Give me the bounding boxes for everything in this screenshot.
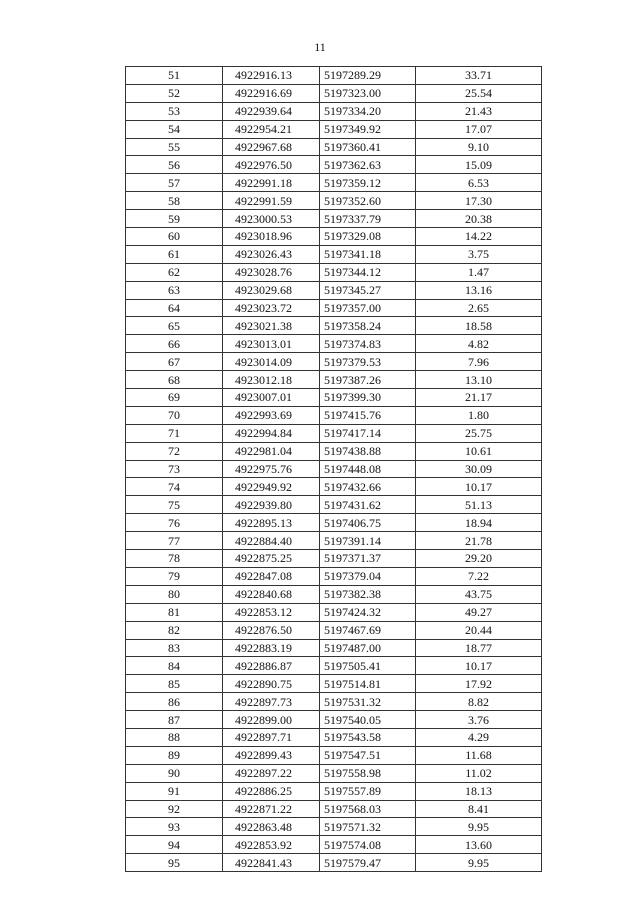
- table-row: [126, 621, 542, 639]
- distance-cell: 3.75: [416, 245, 542, 263]
- point-number-cell: 78: [126, 550, 223, 568]
- y-coordinate-cell: 5197531.32: [320, 693, 416, 711]
- x-coordinate-cell: 4922886.25: [223, 782, 320, 800]
- table-row: [126, 317, 542, 335]
- x-coordinate-cell: 4922890.75: [223, 675, 320, 693]
- table-row: [126, 585, 542, 603]
- table-row: [126, 120, 542, 138]
- y-coordinate-cell: 5197557.89: [320, 782, 416, 800]
- table-row: [126, 67, 542, 85]
- x-coordinate-cell: 4922939.64: [223, 102, 320, 120]
- point-number-cell: 72: [126, 442, 223, 460]
- distance-cell: 18.94: [416, 514, 542, 532]
- x-coordinate-cell: 4922853.12: [223, 603, 320, 621]
- table-row: [126, 192, 542, 210]
- distance-cell: 30.09: [416, 460, 542, 478]
- y-coordinate-cell: 5197371.37: [320, 550, 416, 568]
- x-coordinate-cell: 4922981.04: [223, 442, 320, 460]
- x-coordinate-cell: 4922884.40: [223, 532, 320, 550]
- x-coordinate-cell: 4922916.69: [223, 84, 320, 102]
- x-coordinate-cell: 4922863.48: [223, 818, 320, 836]
- x-coordinate-cell: 4922886.87: [223, 657, 320, 675]
- table-row: [126, 532, 542, 550]
- y-coordinate-cell: 5197558.98: [320, 764, 416, 782]
- x-coordinate-cell: 4923029.68: [223, 281, 320, 299]
- point-number-cell: 58: [126, 192, 223, 210]
- x-coordinate-cell: 4922897.73: [223, 693, 320, 711]
- point-number-cell: 55: [126, 138, 223, 156]
- point-number-cell: 86: [126, 693, 223, 711]
- y-coordinate-cell: 5197568.03: [320, 800, 416, 818]
- table-row: [126, 567, 542, 585]
- distance-cell: 21.78: [416, 532, 542, 550]
- y-coordinate-cell: 5197432.66: [320, 478, 416, 496]
- x-coordinate-cell: 4923012.18: [223, 371, 320, 389]
- y-coordinate-cell: 5197399.30: [320, 389, 416, 407]
- point-number-cell: 83: [126, 639, 223, 657]
- table-row: [126, 335, 542, 353]
- x-coordinate-cell: 4922895.13: [223, 514, 320, 532]
- y-coordinate-cell: 5197505.41: [320, 657, 416, 675]
- distance-cell: 9.95: [416, 818, 542, 836]
- x-coordinate-cell: 4923026.43: [223, 245, 320, 263]
- table-row: [126, 639, 542, 657]
- point-number-cell: 79: [126, 567, 223, 585]
- x-coordinate-cell: 4922976.50: [223, 156, 320, 174]
- table-row: [126, 389, 542, 407]
- y-coordinate-cell: 5197467.69: [320, 621, 416, 639]
- table-row: [126, 836, 542, 854]
- distance-cell: 43.75: [416, 585, 542, 603]
- point-number-cell: 59: [126, 210, 223, 228]
- point-number-cell: 77: [126, 532, 223, 550]
- distance-cell: 21.17: [416, 389, 542, 407]
- y-coordinate-cell: 5197345.27: [320, 281, 416, 299]
- distance-cell: 11.02: [416, 764, 542, 782]
- point-number-cell: 95: [126, 854, 223, 872]
- x-coordinate-cell: 4922847.08: [223, 567, 320, 585]
- y-coordinate-cell: 5197514.81: [320, 675, 416, 693]
- point-number-cell: 65: [126, 317, 223, 335]
- distance-cell: 9.10: [416, 138, 542, 156]
- x-coordinate-cell: 4922853.92: [223, 836, 320, 854]
- x-coordinate-cell: 4922991.59: [223, 192, 320, 210]
- y-coordinate-cell: 5197344.12: [320, 263, 416, 281]
- point-number-cell: 56: [126, 156, 223, 174]
- distance-cell: 25.54: [416, 84, 542, 102]
- y-coordinate-cell: 5197329.08: [320, 228, 416, 246]
- y-coordinate-cell: 5197382.38: [320, 585, 416, 603]
- y-coordinate-cell: 5197362.63: [320, 156, 416, 174]
- y-coordinate-cell: 5197415.76: [320, 406, 416, 424]
- distance-cell: 4.29: [416, 728, 542, 746]
- table-row: [126, 693, 542, 711]
- distance-cell: 18.77: [416, 639, 542, 657]
- x-coordinate-cell: 4923018.96: [223, 228, 320, 246]
- point-number-cell: 91: [126, 782, 223, 800]
- table-row: [126, 854, 542, 872]
- point-number-cell: 52: [126, 84, 223, 102]
- point-number-cell: 63: [126, 281, 223, 299]
- point-number-cell: 66: [126, 335, 223, 353]
- point-number-cell: 90: [126, 764, 223, 782]
- y-coordinate-cell: 5197431.62: [320, 496, 416, 514]
- distance-cell: 13.10: [416, 371, 542, 389]
- x-coordinate-cell: 4922967.68: [223, 138, 320, 156]
- x-coordinate-cell: 4922876.50: [223, 621, 320, 639]
- point-number-cell: 67: [126, 353, 223, 371]
- point-number-cell: 80: [126, 585, 223, 603]
- table-row: [126, 245, 542, 263]
- table-row: [126, 514, 542, 532]
- distance-cell: 3.76: [416, 711, 542, 729]
- y-coordinate-cell: 5197487.00: [320, 639, 416, 657]
- x-coordinate-cell: 4923014.09: [223, 353, 320, 371]
- table-row: [126, 371, 542, 389]
- x-coordinate-cell: 4922897.71: [223, 728, 320, 746]
- point-number-cell: 62: [126, 263, 223, 281]
- table-row: [126, 263, 542, 281]
- point-number-cell: 70: [126, 406, 223, 424]
- coordinates-table: [125, 66, 542, 872]
- distance-cell: 7.96: [416, 353, 542, 371]
- table-row: [126, 102, 542, 120]
- y-coordinate-cell: 5197289.29: [320, 67, 416, 85]
- distance-cell: 20.38: [416, 210, 542, 228]
- distance-cell: 8.82: [416, 693, 542, 711]
- x-coordinate-cell: 4922994.84: [223, 424, 320, 442]
- y-coordinate-cell: 5197359.12: [320, 174, 416, 192]
- point-number-cell: 85: [126, 675, 223, 693]
- distance-cell: 13.16: [416, 281, 542, 299]
- x-coordinate-cell: 4922897.22: [223, 764, 320, 782]
- y-coordinate-cell: 5197547.51: [320, 746, 416, 764]
- point-number-cell: 69: [126, 389, 223, 407]
- x-coordinate-cell: 4922841.43: [223, 854, 320, 872]
- point-number-cell: 57: [126, 174, 223, 192]
- point-number-cell: 82: [126, 621, 223, 639]
- y-coordinate-cell: 5197571.32: [320, 818, 416, 836]
- y-coordinate-cell: 5197391.14: [320, 532, 416, 550]
- y-coordinate-cell: 5197424.32: [320, 603, 416, 621]
- point-number-cell: 81: [126, 603, 223, 621]
- x-coordinate-cell: 4922993.69: [223, 406, 320, 424]
- point-number-cell: 54: [126, 120, 223, 138]
- distance-cell: 10.61: [416, 442, 542, 460]
- point-number-cell: 64: [126, 299, 223, 317]
- table-row: [126, 353, 542, 371]
- y-coordinate-cell: 5197360.41: [320, 138, 416, 156]
- x-coordinate-cell: 4922899.43: [223, 746, 320, 764]
- y-coordinate-cell: 5197387.26: [320, 371, 416, 389]
- point-number-cell: 71: [126, 424, 223, 442]
- y-coordinate-cell: 5197406.75: [320, 514, 416, 532]
- x-coordinate-cell: 4923028.76: [223, 263, 320, 281]
- distance-cell: 6.53: [416, 174, 542, 192]
- y-coordinate-cell: 5197579.47: [320, 854, 416, 872]
- table-row: [126, 299, 542, 317]
- distance-cell: 1.47: [416, 263, 542, 281]
- y-coordinate-cell: 5197417.14: [320, 424, 416, 442]
- table-row: [126, 442, 542, 460]
- point-number-cell: 84: [126, 657, 223, 675]
- y-coordinate-cell: 5197438.88: [320, 442, 416, 460]
- point-number-cell: 53: [126, 102, 223, 120]
- table-row: [126, 800, 542, 818]
- distance-cell: 25.75: [416, 424, 542, 442]
- table-row: [126, 84, 542, 102]
- distance-cell: 14.22: [416, 228, 542, 246]
- table-row: [126, 818, 542, 836]
- distance-cell: 7.22: [416, 567, 542, 585]
- x-coordinate-cell: 4922975.76: [223, 460, 320, 478]
- table-row: [126, 657, 542, 675]
- table-row: [126, 675, 542, 693]
- y-coordinate-cell: 5197379.04: [320, 567, 416, 585]
- point-number-cell: 76: [126, 514, 223, 532]
- y-coordinate-cell: 5197379.53: [320, 353, 416, 371]
- point-number-cell: 68: [126, 371, 223, 389]
- x-coordinate-cell: 4922840.68: [223, 585, 320, 603]
- x-coordinate-cell: 4922949.92: [223, 478, 320, 496]
- y-coordinate-cell: 5197352.60: [320, 192, 416, 210]
- distance-cell: 1.80: [416, 406, 542, 424]
- table-row: [126, 174, 542, 192]
- x-coordinate-cell: 4922916.13: [223, 67, 320, 85]
- table-row: [126, 728, 542, 746]
- y-coordinate-cell: 5197349.92: [320, 120, 416, 138]
- distance-cell: 13.60: [416, 836, 542, 854]
- distance-cell: 15.09: [416, 156, 542, 174]
- distance-cell: 20.44: [416, 621, 542, 639]
- table-row: [126, 281, 542, 299]
- x-coordinate-cell: 4923007.01: [223, 389, 320, 407]
- point-number-cell: 60: [126, 228, 223, 246]
- y-coordinate-cell: 5197574.08: [320, 836, 416, 854]
- table-row: [126, 746, 542, 764]
- distance-cell: 21.43: [416, 102, 542, 120]
- distance-cell: 10.17: [416, 478, 542, 496]
- table-row: [126, 764, 542, 782]
- x-coordinate-cell: 4923013.01: [223, 335, 320, 353]
- point-number-cell: 74: [126, 478, 223, 496]
- y-coordinate-cell: 5197334.20: [320, 102, 416, 120]
- table-row: [126, 550, 542, 568]
- point-number-cell: 51: [126, 67, 223, 85]
- x-coordinate-cell: 4922883.19: [223, 639, 320, 657]
- x-coordinate-cell: 4923023.72: [223, 299, 320, 317]
- point-number-cell: 94: [126, 836, 223, 854]
- point-number-cell: 92: [126, 800, 223, 818]
- distance-cell: 17.92: [416, 675, 542, 693]
- table-row: [126, 210, 542, 228]
- point-number-cell: 89: [126, 746, 223, 764]
- table-row: [126, 496, 542, 514]
- table-row: [126, 478, 542, 496]
- distance-cell: 51.13: [416, 496, 542, 514]
- x-coordinate-cell: 4922991.18: [223, 174, 320, 192]
- distance-cell: 17.07: [416, 120, 542, 138]
- point-number-cell: 93: [126, 818, 223, 836]
- distance-cell: 17.30: [416, 192, 542, 210]
- y-coordinate-cell: 5197357.00: [320, 299, 416, 317]
- distance-cell: 4.82: [416, 335, 542, 353]
- distance-cell: 18.58: [416, 317, 542, 335]
- y-coordinate-cell: 5197374.83: [320, 335, 416, 353]
- table-row: [126, 782, 542, 800]
- x-coordinate-cell: 4922875.25: [223, 550, 320, 568]
- table-row: [126, 603, 542, 621]
- x-coordinate-cell: 4923000.53: [223, 210, 320, 228]
- table-row: [126, 424, 542, 442]
- distance-cell: 8.41: [416, 800, 542, 818]
- point-number-cell: 73: [126, 460, 223, 478]
- point-number-cell: 88: [126, 728, 223, 746]
- distance-cell: 49.27: [416, 603, 542, 621]
- point-number-cell: 61: [126, 245, 223, 263]
- coordinates-table-body: [126, 67, 542, 872]
- table-row: [126, 406, 542, 424]
- x-coordinate-cell: 4922939.80: [223, 496, 320, 514]
- distance-cell: 2.65: [416, 299, 542, 317]
- y-coordinate-cell: 5197358.24: [320, 317, 416, 335]
- distance-cell: 9.95: [416, 854, 542, 872]
- distance-cell: 33.71: [416, 67, 542, 85]
- distance-cell: 10.17: [416, 657, 542, 675]
- y-coordinate-cell: 5197341.18: [320, 245, 416, 263]
- table-row: [126, 138, 542, 156]
- y-coordinate-cell: 5197540.05: [320, 711, 416, 729]
- x-coordinate-cell: 4923021.38: [223, 317, 320, 335]
- distance-cell: 29.20: [416, 550, 542, 568]
- y-coordinate-cell: 5197323.00: [320, 84, 416, 102]
- point-number-cell: 87: [126, 711, 223, 729]
- point-number-cell: 75: [126, 496, 223, 514]
- y-coordinate-cell: 5197448.08: [320, 460, 416, 478]
- table-row: [126, 460, 542, 478]
- x-coordinate-cell: 4922899.00: [223, 711, 320, 729]
- y-coordinate-cell: 5197543.58: [320, 728, 416, 746]
- y-coordinate-cell: 5197337.79: [320, 210, 416, 228]
- table-row: [126, 156, 542, 174]
- page-number: 11: [314, 40, 326, 54]
- distance-cell: 11.68: [416, 746, 542, 764]
- table-row: [126, 228, 542, 246]
- distance-cell: 18.13: [416, 782, 542, 800]
- x-coordinate-cell: 4922954.21: [223, 120, 320, 138]
- x-coordinate-cell: 4922871.22: [223, 800, 320, 818]
- table-row: [126, 711, 542, 729]
